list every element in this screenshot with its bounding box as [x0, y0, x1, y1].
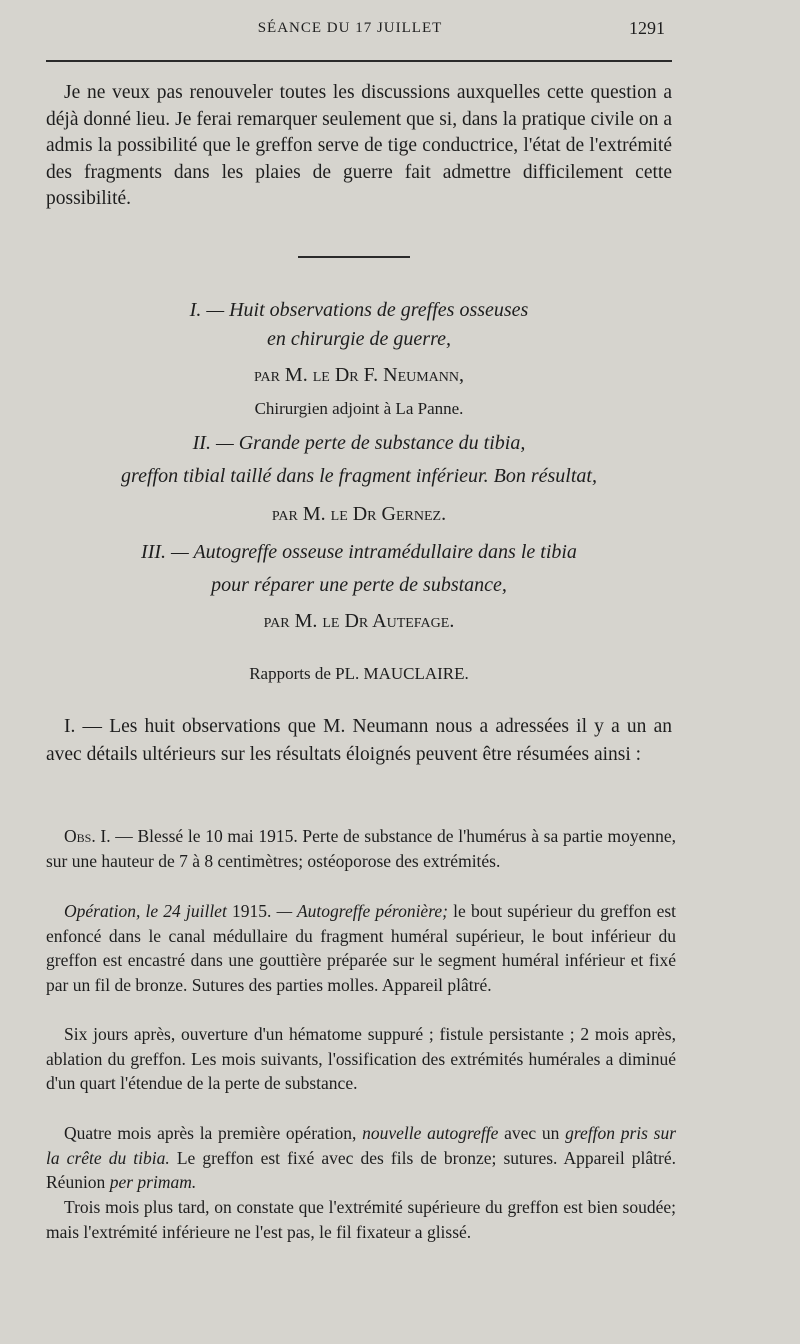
report1-title-line1: I. — Huit observations de greffes osseuses — [189, 299, 529, 321]
obs1-text4e: Le greffon est fixé avec des fils de bronze; sutures. Appareil plâtré. Réunion — [46, 1147, 676, 1192]
obs1-op-year: 1915. — [232, 901, 272, 921]
obs1-text4f: per primam. — [109, 1172, 197, 1192]
obs1-paragraph2 — [46, 899, 676, 997]
obs1-text5: Trois mois plus tard, on constate que l'extrémité supérieure du greffon est bien soudée; mais l'extrémité inférieure ne l'est pas, le fil fixateur a glissé. — [46, 1197, 676, 1242]
obs1-paragraph4 — [46, 1121, 676, 1195]
obs1-text3: Six jours après, ouverture d'un hématome suppuré ; fistule persistante ; 2 mois après, ablation du greffon. Les mois suivants, l'ossification des extrémités humérales a diminué d'un quart l'étendue de la perte de substance. — [46, 1024, 676, 1093]
intro-paragraph: Je ne veux pas renouveler toutes les discussions auxquelles cette question a déjà donné lieu. Je ferai remarquer seulement que si, dans la pratique civile on a admis la possibilité que le greffon serve de tige conductrice, l'état de l'extrémité des fragments dans les plaies de guerre fait admettre difficilement cette possibilité. — [46, 82, 672, 209]
obs1-label: Obs. I. — [64, 826, 111, 846]
running-header — [0, 20, 800, 42]
report2-title-line2: greffon tibial taillé dans le fragment inférieur. Bon résultat, — [121, 465, 597, 487]
obs1-text4d: greffon pris sur la crête du tibia. — [46, 1123, 677, 1168]
obs1-paragraph1 — [46, 824, 676, 873]
report2-title-line1: II. — Grande perte de substance du tibia, — [192, 432, 526, 454]
obs1-paragraph3 — [46, 1022, 676, 1096]
report1-author-role: Chirurgien adjoint à La Panne. — [254, 399, 464, 418]
header-title: SÉANCE DU 17 JUILLET — [257, 20, 443, 36]
report3-title-line2: pour réparer une perte de substance, — [211, 574, 507, 596]
header-rule — [46, 60, 672, 62]
page-number: 1291 — [629, 18, 665, 38]
summary-paragraph: I. — Les huit observations que M. Neumann nous a adressées il y a un an avec détails ultérieurs sur les résultats éloignés peuvent être résumées ainsi : — [46, 716, 672, 765]
obs1-op-type: — Autogreffe péronière; — [276, 901, 448, 921]
obs1-text2: le bout supérieur du greffon est enfoncé dans le canal médullaire du fragment huméral supérieur, le bout inférieur du greffon est encastré dans une gouttière préparée sur le segment huméral inférieur et fixé par un fil de bronze. Sutures des parties molles. Appareil plâtré. — [46, 901, 677, 995]
report3-author: par M. le Dr Autefage. — [263, 610, 455, 632]
obs1-text4c: avec un — [504, 1123, 560, 1143]
obs1-text4a: Quatre mois après la première opération, — [64, 1123, 357, 1143]
report1-title-line2: en chirurgie de guerre, — [266, 328, 452, 350]
obs1-text1: — Blessé le 10 mai 1915. Perte de substance de l'humérus à sa partie moyenne, sur une hauteur de 7 à 8 centimètres; ostéoporose des extrémités. — [46, 826, 676, 871]
obs1-op-label: Opération, le 24 juillet — [64, 901, 227, 921]
rapporteur-line: Rapports de PL. MAUCLAIRE. — [249, 664, 469, 683]
section-divider — [298, 256, 410, 258]
report2-author: par M. le Dr Gernez. — [271, 503, 447, 525]
obs1-text4b: nouvelle autogreffe — [362, 1123, 499, 1143]
obs1-paragraph5 — [46, 1195, 676, 1244]
report3-title-line1: III. — Autogreffe osseuse intramédullaire dans le tibia — [141, 541, 577, 563]
report1-author: par M. le Dr F. Neumann, — [253, 364, 465, 386]
